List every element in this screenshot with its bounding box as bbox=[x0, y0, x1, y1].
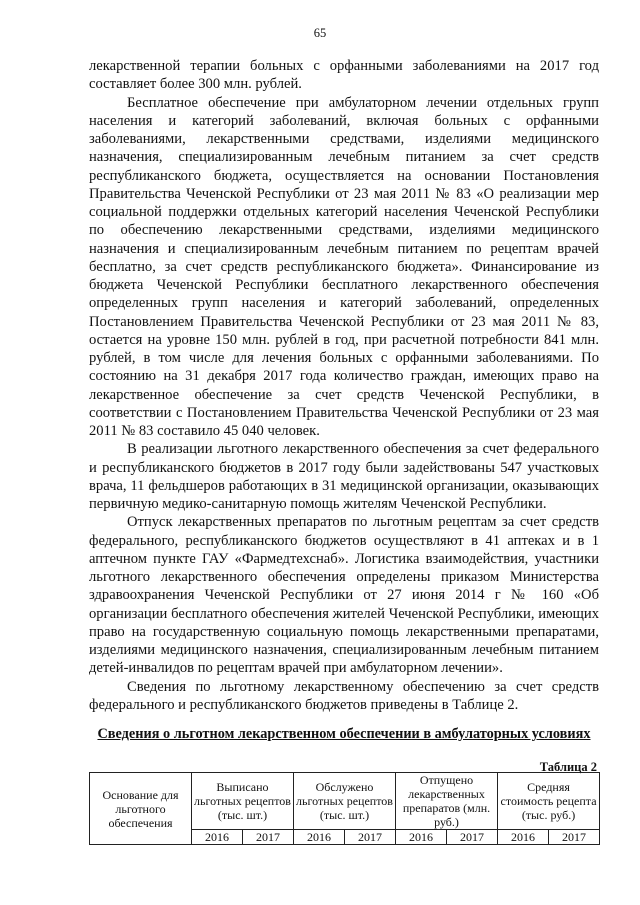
paragraph: Отпуск лекарственных препаратов по льготным рецептам за счет средств федерального, республиканского бюджетов осуществляют в 41 аптеках и в 1 аптечном пункте ГАУ «Фармедтехснаб». Логистика взаимодействия, участники льготного лекарственного обеспечения определены приказом Министерства здравоохранения Чеченской Республики от 27 июня 2014 г № 160 «Об организации бесплатного обеспечения жителей Чеченской Республики, имеющих право на государственную социальную помощь лекарственными препаратами, изделиями медицинского назначения, специализированным лечебным питанием детей-инвалидов по рецептам врачей при амбулаторном лечении». bbox=[89, 514, 599, 677]
year-cell: 2017 bbox=[447, 830, 498, 845]
table-label: Таблица 2 bbox=[539, 760, 597, 774]
benefits-table bbox=[89, 772, 600, 845]
table-caption: Сведения о льготном лекарственном обеспечении в амбулаторных условиях bbox=[97, 726, 591, 742]
year-cell: 2016 bbox=[396, 830, 447, 845]
prescriptions-issued-header: Выписано льготных рецептов (тыс. шт.) bbox=[192, 773, 294, 830]
year-cell: 2016 bbox=[498, 830, 549, 845]
average-cost-header: Средняя стоимость рецепта (тыс. руб.) bbox=[498, 773, 600, 830]
paragraph: Бесплатное обеспечение при амбулаторном лечении отдельных групп населения и категорий заболеваний, включая больных с орфанными заболеваниями, лекарственными средствами, изделиями медицинского назначения, специализированным лечебным питанием за счет средств республиканского бюджета, осуществляется на основании Постановления Правительства Чеченской Республики от 23 мая 2011 № 83 «О реализации мер социальной поддержки отдельных категорий населения Чеченской Республики по обеспечению лекарственными средствами, изделиями медицинского назначения и специализированным лечебным питанием по рецептам врачей бесплатно, за счет средств республиканского бюджета». Финансирование из бюджета Чеченской Республики бесплатного лекарственного обеспечения определенных групп населения и категорий заболеваний, определенных Постановлением Правительства Чеченской Республики от 23 мая 2011 № 83, остается на уровне 150 млн. рублей в год, при расчетной потребности 841 млн. рублей, в том числе для лечения больных с орфанными заболеваниями. По состоянию на 31 декабря 2017 года количество граждан, имеющих право на лекарственное обеспечение за счет средств Чеченской Республики, в соответствии с Постановлением Правительства Чеченской Республики от 23 мая 2011 № 83 составило 45 040 человек. bbox=[89, 94, 599, 439]
paragraph: лекарственной терапии больных с орфанными заболеваниями на 2017 год составляет более 300 млн. рублей. bbox=[89, 58, 599, 93]
year-cell: 2017 bbox=[345, 830, 396, 845]
paragraph: Сведения по льготному лекарственному обеспечению за счет средств федерального и республиканского бюджетов приведены в Таблице 2. bbox=[89, 678, 599, 713]
year-cell: 2016 bbox=[192, 830, 243, 845]
table-header-row bbox=[90, 773, 600, 830]
year-cell: 2017 bbox=[243, 830, 294, 845]
year-cell: 2016 bbox=[294, 830, 345, 845]
drugs-dispensed-header: Отпущено лекарственных препаратов (млн. руб.) bbox=[396, 773, 498, 830]
basis-column-header: Основание для льготного обеспечения bbox=[90, 773, 192, 845]
paragraph: В реализации льготного лекарственного обеспечения за счет федерального и республиканского бюджетов в 2017 году были задействованы 547 участковых врача, 11 фельдшеров работающих в 31 медицинской организации, оказывающих первичную медико-санитарную помощь жителям Чеченской Республики. bbox=[89, 441, 599, 512]
page-number: 65 bbox=[313, 26, 327, 40]
year-cell: 2017 bbox=[549, 830, 600, 845]
body-text bbox=[89, 57, 599, 714]
prescriptions-served-header: Обслужено льготных рецептов (тыс. шт.) bbox=[294, 773, 396, 830]
